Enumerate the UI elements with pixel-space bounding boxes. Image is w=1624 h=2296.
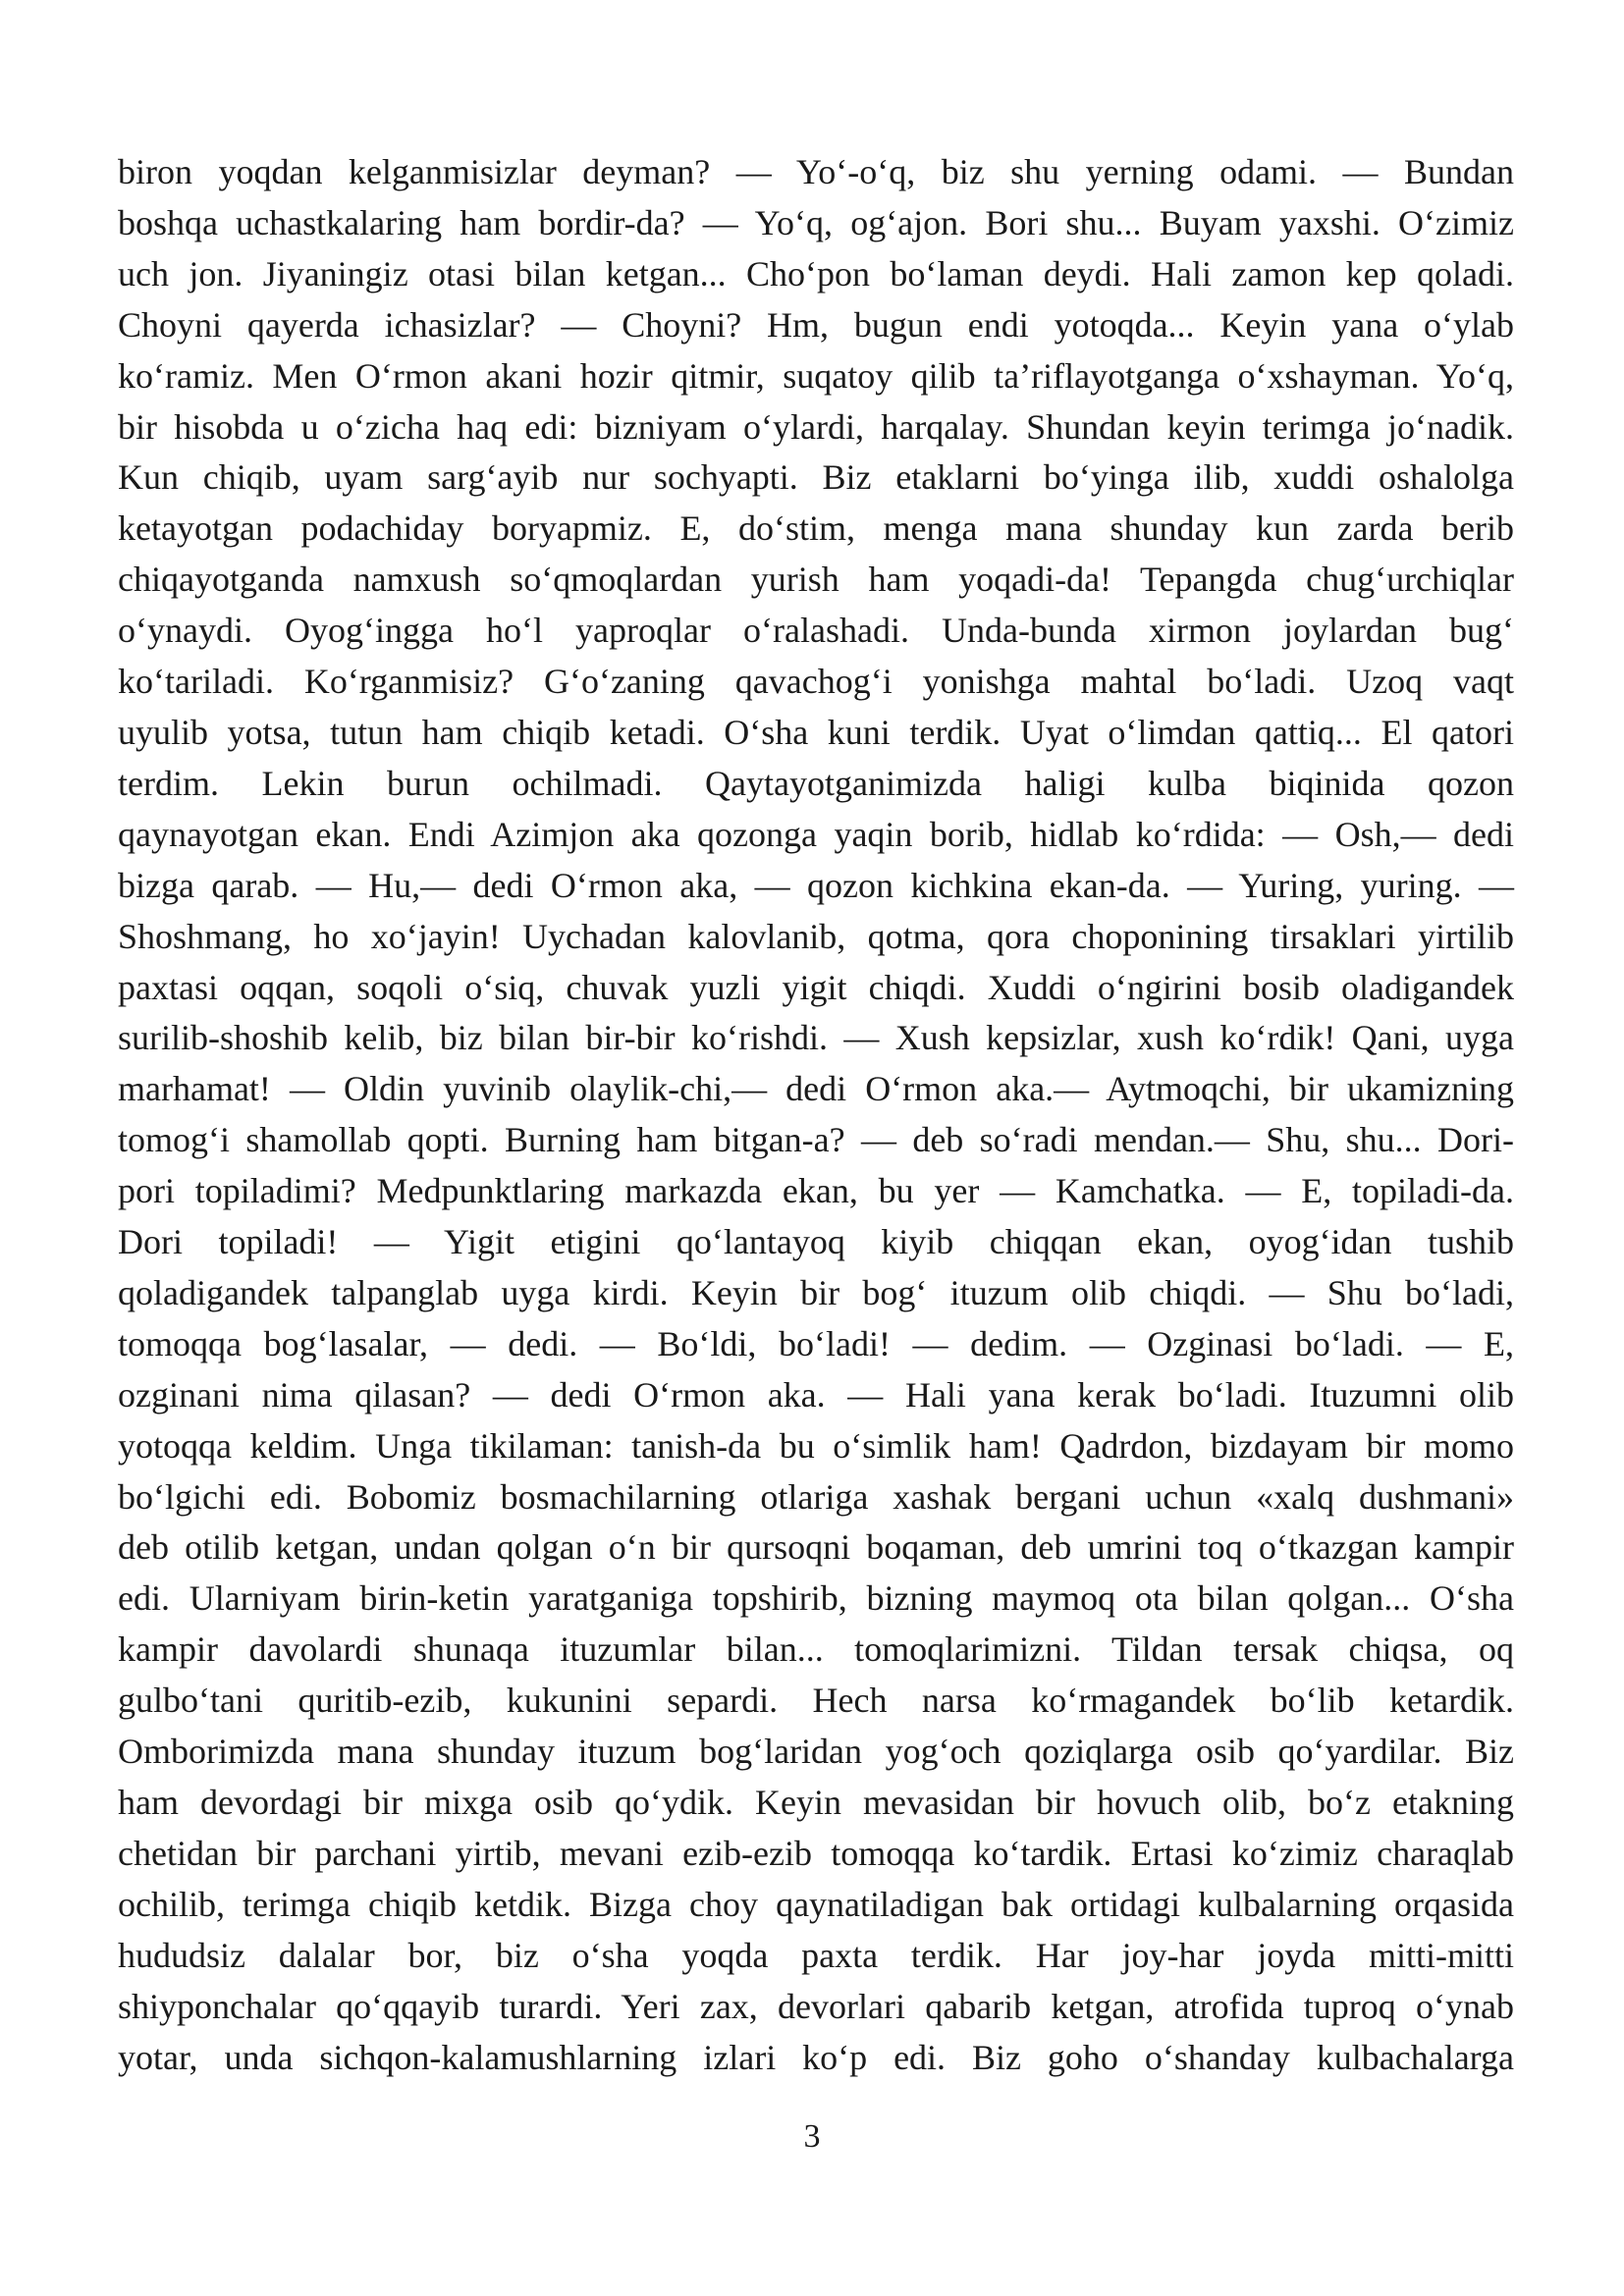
text-line: chiqayotganda namxush so‘qmoqlardan yurish ham yoqadi-da! Tepangda chug‘urchiqlar [118, 560, 1514, 600]
text-line: ham devordagi bir mixga osib qo‘ydik. Keyin mevasidan bir hovuch olib, bo‘z etakning [118, 1783, 1514, 1822]
text-line: surilib-shoshib kelib, biz bilan bir-bir ko‘rishdi. — Xush kepsizlar, xush ko‘rdik! Qani, uyga [118, 1018, 1514, 1058]
text-line: ko‘tariladi. Ko‘rganmisiz? G‘o‘zaning qavachog‘i yonishga mahtal bo‘ladi. Uzoq vaqt [118, 662, 1514, 702]
text-line: biron yoqdan kelganmisizlar deyman? — Yo‘-o‘q, biz shu yerning odami. — Bundan [118, 152, 1514, 191]
text-line: ozginani nima qilasan? — dedi O‘rmon aka. — Hali yana kerak bo‘ladi. Ituzumni olib [118, 1374, 1514, 1415]
text-line: shiyponchalar qo‘qqayib turardi. Yeri zax, devorlari qabarib ketgan, atrofida tuproq o‘ynab [118, 1986, 1514, 2026]
text-line: gulbo‘tani quritib-ezib, kukunini separdi. Hech narsa ko‘rmagandek bo‘lib ketardik. [118, 1681, 1514, 1721]
text-line: marhamat! — Oldin yuvinib olaylik-chi,— dedi O‘rmon aka.— Aytmoqchi, bir ukamizning [118, 1069, 1514, 1109]
text-line: ko‘ramiz. Men O‘rmon akani hozir qitmir, suqatoy qilib ta’riflayotganga o‘xshayman. Yo‘q, [118, 355, 1514, 396]
text-line: o‘ynaydi. Oyog‘ingga ho‘l yaproqlar o‘ralashadi. Unda-bunda xirmon joylardan bug‘ [118, 611, 1514, 651]
text-line: bo‘lgichi edi. Bobomiz bosmachilarning otlariga xashak bergani uchun «xalq dushmani» [118, 1476, 1514, 1517]
text-line: pori topiladimi? Medpunktlaring markazda ekan, bu yer — Kamchatka. — E, topiladi-da. [118, 1171, 1514, 1211]
text-line: tomoqqa bog‘lasalar, — dedi. — Bo‘ldi, bo‘ladi! — dedim. — Ozginasi bo‘ladi. — E, [118, 1323, 1514, 1363]
body-text [118, 147, 1514, 2083]
text-line: uch jon. Jiyaningiz otasi bilan ketgan... Cho‘pon bo‘laman deydi. Hali zamon kep qoladi. [118, 253, 1514, 294]
text-line: tomog‘i shamollab qopti. Burning ham bitgan-a? — deb so‘radi mendan.— Shu, shu... Dori- [118, 1120, 1514, 1160]
text-line: yotar, unda sichqon-kalamushlarning izlari ko‘p edi. Biz goho o‘shanday kulbachalarga [118, 2037, 1514, 2077]
text-line: chetidan bir parchani yirtib, mevani ezib-ezib tomoqqa ko‘tardik. Ertasi ko‘zimiz charaqlab [118, 1833, 1514, 1873]
text-line: qoladigandek talpanglab uyga kirdi. Keyin bir bog‘ ituzum olib chiqdi. — Shu bo‘ladi, [118, 1272, 1514, 1312]
text-line: ketayotgan podachiday boryapmiz. E, do‘stim, menga mana shunday kun zarda berib [118, 508, 1514, 549]
text-line: Omborimizda mana shunday ituzum bog‘laridan yog‘och qoziqlarga osib qo‘yardilar. Biz [118, 1732, 1514, 1772]
text-line: deb otilib ketgan, undan qolgan o‘n bir qursoqni boqaman, deb umrini toq o‘tkazgan kampir [118, 1527, 1514, 1568]
text-line: Choyni qayerda ichasizlar? — Choyni? Hm, bugun endi yotoqda... Keyin yana o‘ylab [118, 304, 1514, 345]
text-line: kampir davolardi shunaqa ituzumlar bilan... tomoqlarimizni. Tildan tersak chiqsa, oq [118, 1629, 1514, 1670]
text-line: uyulib yotsa, tutun ham chiqib ketadi. O‘sha kuni terdik. Uyat o‘limdan qattiq... El qatori [118, 712, 1514, 752]
text-line: paxtasi oqqan, soqoli o‘siq, chuvak yuzli yigit chiqdi. Xuddi o‘ngirini bosib oladigandek [118, 967, 1514, 1007]
text-line: hududsiz dalalar bor, biz o‘sha yoqda paxta terdik. Har joy-har joyda mitti-mitti [118, 1935, 1514, 1975]
text-line: terdim. Lekin burun ochilmadi. Qaytayotganimizda haligi kulba biqinida qozon [118, 763, 1514, 803]
text-line: Shoshmang, ho xo‘jayin! Uychadan kalovlanib, qotma, qora choponining tirsaklari yirtilib [118, 916, 1514, 956]
text-line: yotoqqa keldim. Unga tikilaman: tanish-da bu o‘simlik ham! Qadrdon, bizdayam bir momo [118, 1425, 1514, 1466]
text-line: qaynayotgan ekan. Endi Azimjon aka qozonga yaqin borib, hidlab ko‘rdida: — Osh,— dedi [118, 814, 1514, 854]
text-line: edi. Ularniyam birin-ketin yaratganiga topshirib, bizning maymoq ota bilan qolgan... O‘sha [118, 1578, 1514, 1619]
text-line: bir hisobda u o‘zicha haq edi: bizniyam o‘ylardi, harqalay. Shundan keyin terimga jo‘nadik. [118, 406, 1514, 447]
text-line: Dori topiladi! — Yigit etigini qo‘lantayoq kiyib chiqqan ekan, oyog‘idan tushib [118, 1222, 1514, 1262]
text-line: ochilib, terimga chiqib ketdik. Bizga choy qaynatiladigan bak ortidagi kulbalarning orqasida [118, 1884, 1514, 1924]
text-line: boshqa uchastkalaring ham bordir-da? — Yo‘q, og‘ajon. Bori shu... Buyam yaxshi. O‘zimiz [118, 202, 1514, 242]
text-line: Kun chiqib, uyam sarg‘ayib nur sochyapti. Biz etaklarni bo‘yinga ilib, xuddi oshalolga [118, 457, 1514, 498]
page-number: 3 [803, 2118, 821, 2155]
text-line: bizga qarab. — Hu,— dedi O‘rmon aka, — qozon kichkina ekan-da. — Yuring, yuring. — [118, 865, 1514, 905]
